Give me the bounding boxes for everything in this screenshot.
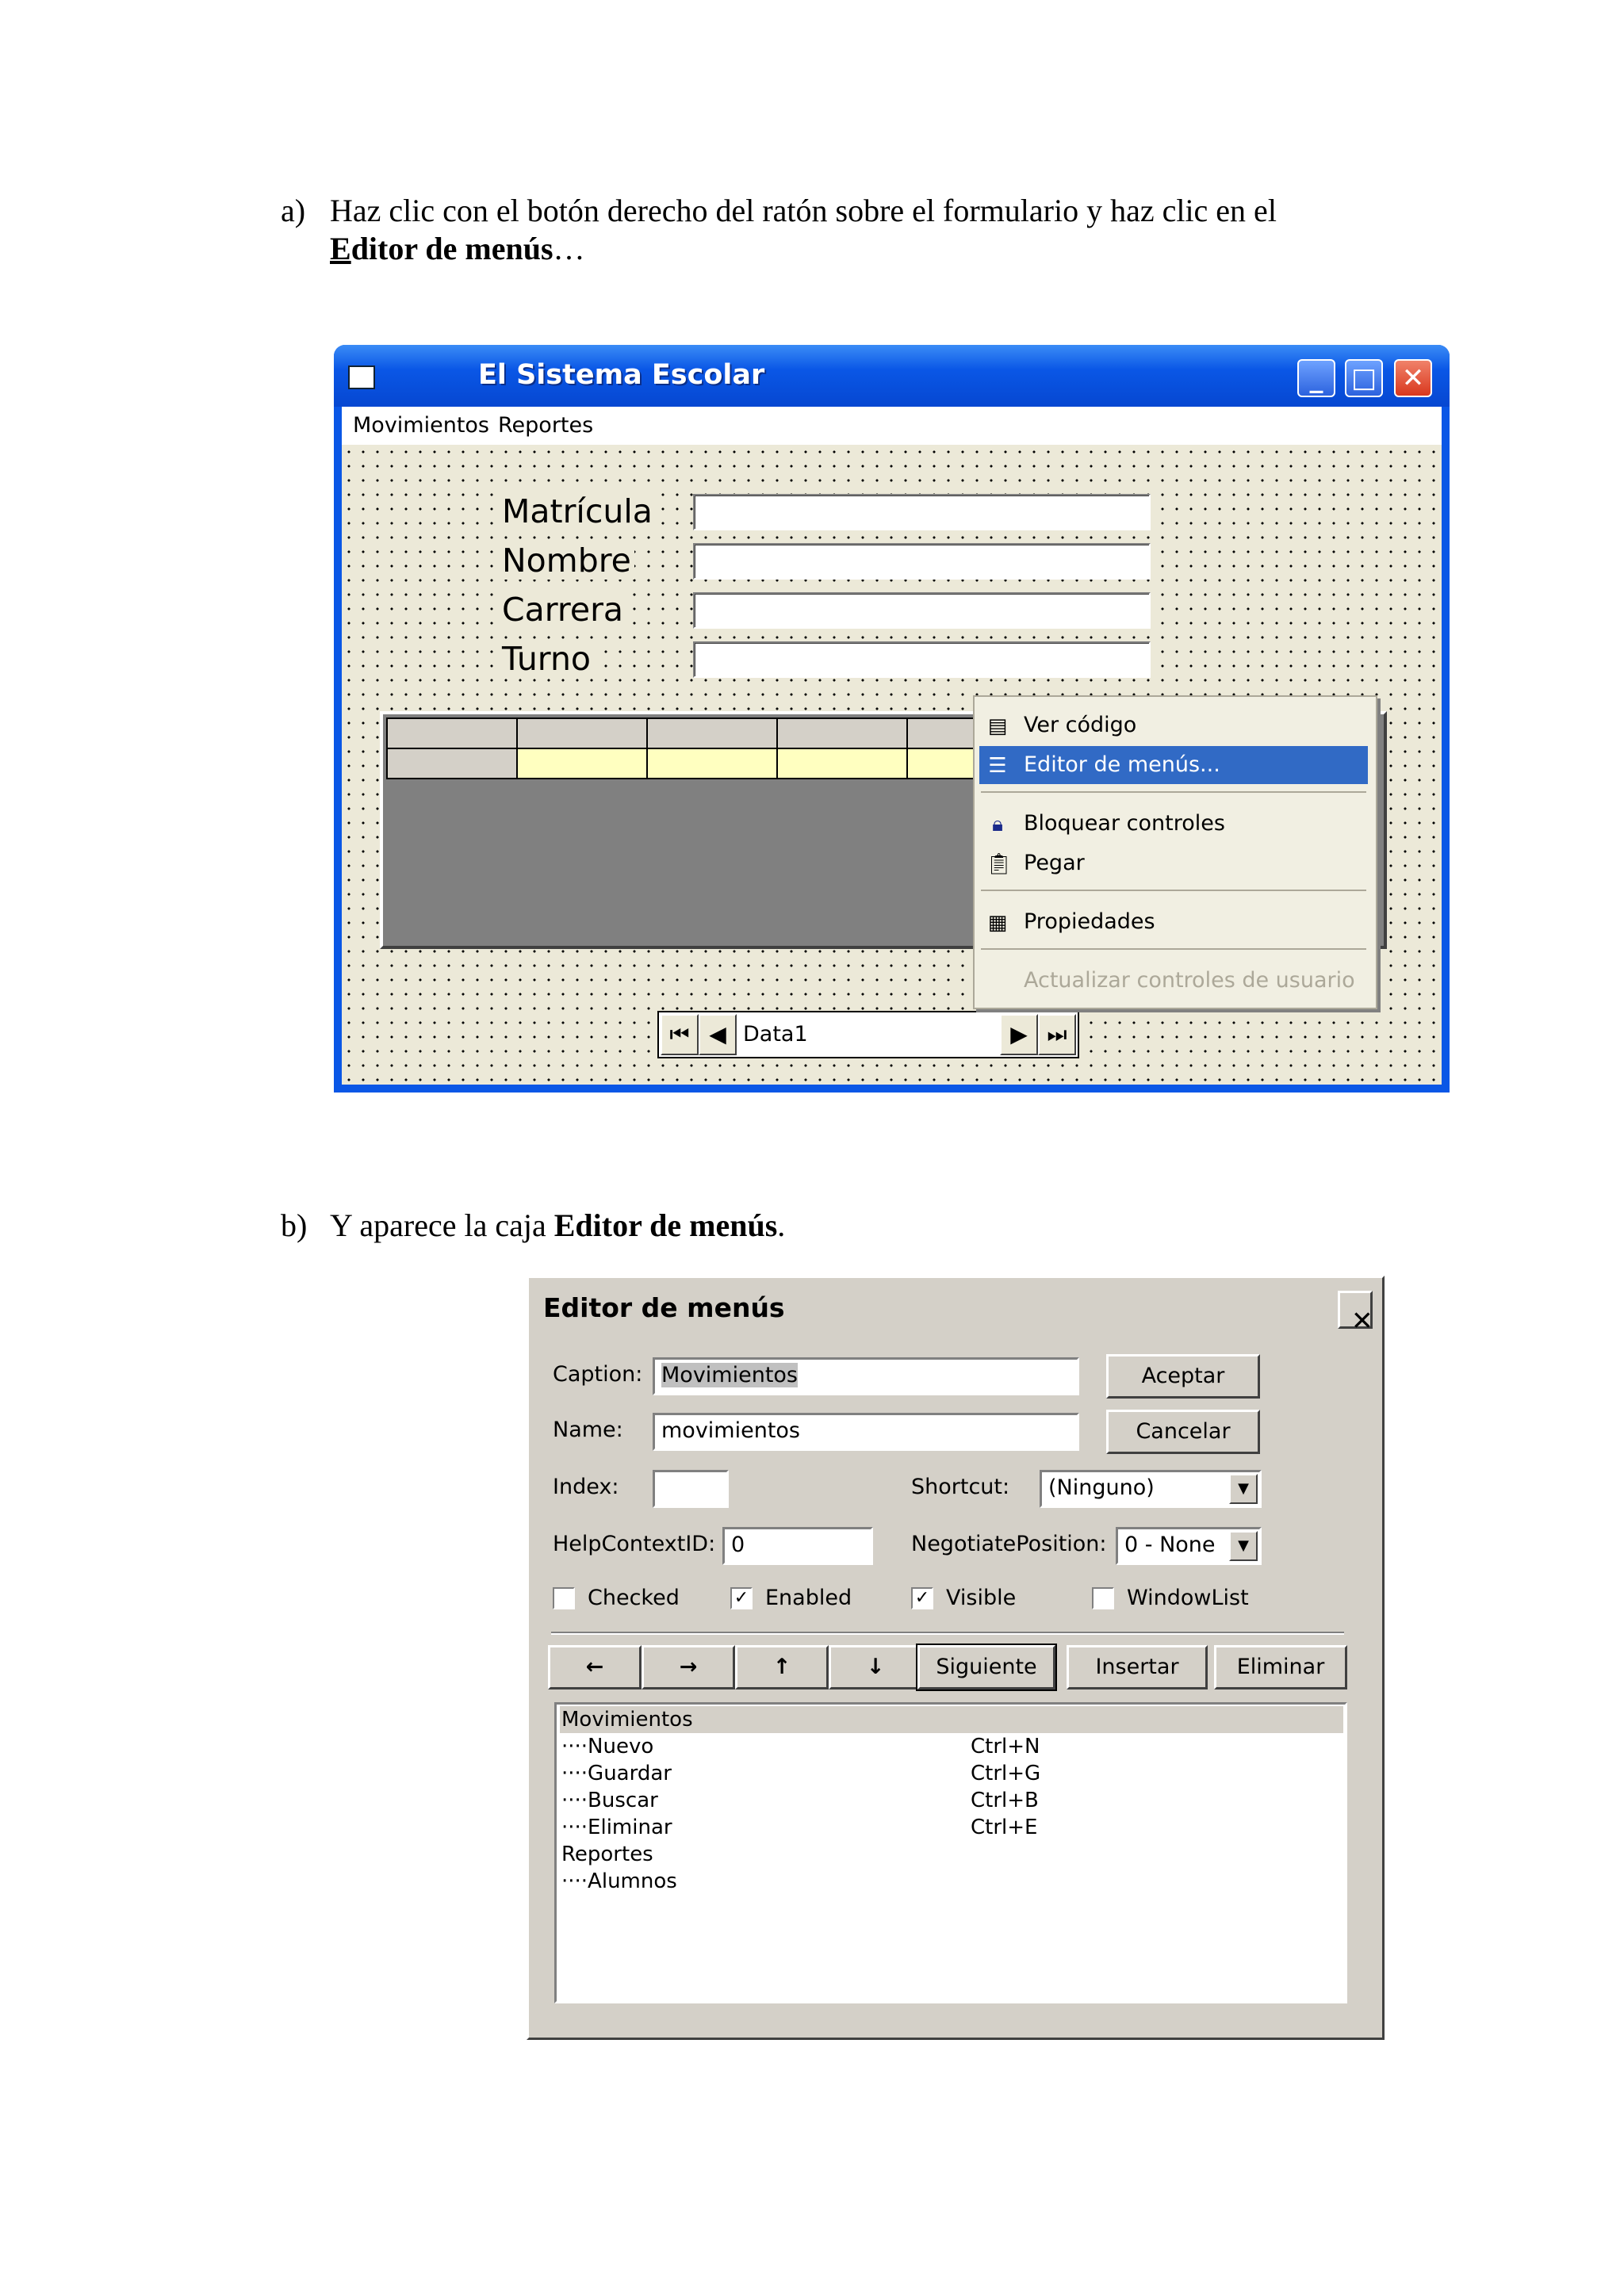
- list-item[interactable]: ····Alumnos: [561, 1869, 677, 1893]
- menu-bar: [342, 407, 1442, 445]
- index-input[interactable]: [653, 1470, 729, 1508]
- windowlist-label: WindowList: [1127, 1586, 1249, 1610]
- ctx-pegar[interactable]: 📋︎ Pegar: [986, 851, 1085, 876]
- shortcut-label: Shortcut:: [911, 1475, 1010, 1499]
- checkmark-icon: ✓: [733, 1588, 749, 1608]
- shortcut-select[interactable]: (Ninguno) ▼: [1040, 1470, 1262, 1508]
- ctx-bloquear-controles[interactable]: 🔒︎ Bloquear controles: [979, 805, 1368, 843]
- cancelar-button[interactable]: Cancelar: [1106, 1410, 1260, 1454]
- step-b-text: Y aparece la caja Editor de menús.: [330, 1207, 786, 1243]
- enabled-checkbox[interactable]: [730, 1587, 753, 1609]
- ctx-editor-de-menus[interactable]: ☰ Editor de menús...: [979, 746, 1368, 784]
- prev-record-icon: ◀: [709, 1021, 726, 1047]
- maximize-button[interactable]: [1345, 359, 1383, 397]
- dialog-title-bar[interactable]: [532, 1281, 1379, 1335]
- dialog-close-button[interactable]: [1338, 1291, 1373, 1336]
- list-item[interactable]: Reportes: [561, 1843, 653, 1866]
- arrow-left-icon: ←: [585, 1655, 604, 1679]
- window-title: El Sistema Escolar: [478, 359, 765, 391]
- menu-items-list[interactable]: [554, 1702, 1347, 2003]
- carrera-textbox[interactable]: [693, 592, 1151, 629]
- next-record-icon: ▶: [1010, 1021, 1028, 1047]
- grid-header-cell: [386, 718, 518, 749]
- last-record-icon: ⏭: [1047, 1021, 1067, 1047]
- step-a-label: a): [281, 193, 306, 228]
- separator: [981, 791, 1366, 793]
- windowlist-checkbox[interactable]: [1092, 1587, 1114, 1609]
- name-input[interactable]: movimientos: [653, 1413, 1079, 1451]
- grid-cell[interactable]: [776, 748, 908, 779]
- list-item[interactable]: ····Nuevo Ctrl+N: [561, 1735, 1040, 1758]
- step-a-text: Haz clic con el botón derecho del ratón sobre el formulario y haz clic en el Editor de menús…: [330, 193, 1277, 266]
- first-record-icon: ⏮: [669, 1021, 690, 1047]
- last-record-button[interactable]: [1038, 1014, 1076, 1055]
- checked-label: Checked: [588, 1586, 680, 1610]
- matricula-textbox[interactable]: [693, 494, 1151, 530]
- close-button[interactable]: [1394, 359, 1432, 397]
- data-control-caption: Data1: [743, 1022, 808, 1047]
- paste-icon: 📋︎: [986, 852, 1013, 876]
- minimize-icon: _: [1309, 362, 1323, 394]
- caption-label: Caption:: [553, 1362, 643, 1387]
- nombre-textbox[interactable]: [693, 543, 1151, 580]
- menu-editor-dialog: [527, 1276, 1385, 2040]
- context-menu: [973, 695, 1377, 1009]
- aceptar-button[interactable]: Aceptar: [1106, 1354, 1260, 1399]
- eliminar-button[interactable]: Eliminar: [1214, 1645, 1347, 1689]
- menu-movimientos[interactable]: Movimientos: [353, 413, 489, 438]
- arrow-right-icon: →: [679, 1655, 698, 1679]
- negotiate-label: NegotiatePosition:: [911, 1532, 1107, 1556]
- lock-icon: 🔒︎: [992, 813, 1003, 836]
- grid-header-cell: [646, 718, 778, 749]
- negotiate-select[interactable]: 0 - None ▼: [1116, 1527, 1262, 1565]
- separator: [981, 890, 1366, 891]
- menu-reportes[interactable]: Reportes: [498, 413, 594, 438]
- next-record-button[interactable]: [1000, 1014, 1038, 1055]
- grid-row-selector: [386, 748, 518, 779]
- move-down-button[interactable]: [829, 1645, 922, 1689]
- step-b-label: b): [281, 1207, 308, 1243]
- chevron-down-icon[interactable]: ▼: [1229, 1531, 1258, 1561]
- siguiente-button[interactable]: Siguiente: [917, 1645, 1055, 1689]
- code-icon: ▤: [987, 714, 1008, 738]
- helpcontext-label: HelpContextID:: [553, 1532, 716, 1556]
- move-right-button[interactable]: [642, 1645, 735, 1689]
- properties-icon: ▦: [987, 911, 1008, 935]
- grid-cell[interactable]: [646, 748, 778, 779]
- list-item[interactable]: ····Buscar Ctrl+B: [561, 1789, 1039, 1812]
- close-icon: ✕: [1351, 1305, 1373, 1336]
- list-item[interactable]: ····Eliminar Ctrl+E: [561, 1816, 1038, 1839]
- turno-textbox[interactable]: [693, 641, 1151, 678]
- checkmark-icon: ✓: [914, 1588, 930, 1608]
- grid-header-cell: [776, 718, 908, 749]
- label-matricula: Matrícula: [499, 492, 656, 530]
- enabled-label: Enabled: [765, 1586, 852, 1610]
- label-nombre: Nombre: [499, 541, 634, 580]
- prev-record-button[interactable]: [699, 1014, 737, 1055]
- dialog-title: Editor de menús: [543, 1292, 785, 1323]
- insertar-button[interactable]: Insertar: [1067, 1645, 1208, 1689]
- maximize-icon: □: [1350, 362, 1377, 394]
- label-carrera: Carrera: [499, 591, 626, 629]
- ctx-propiedades[interactable]: ▦ Propiedades: [979, 903, 1368, 941]
- ctx-actualizar-controles: Actualizar controles de usuario: [1024, 968, 1355, 993]
- move-up-button[interactable]: [735, 1645, 829, 1689]
- list-item[interactable]: Movimientos: [560, 1706, 1343, 1733]
- close-icon: ✕: [1401, 362, 1425, 394]
- arrow-up-icon: ↑: [772, 1655, 791, 1679]
- label-turno: Turno: [499, 640, 594, 678]
- chevron-down-icon[interactable]: ▼: [1229, 1474, 1258, 1504]
- grid-cell[interactable]: [516, 748, 648, 779]
- move-left-button[interactable]: [548, 1645, 642, 1689]
- form-icon: [348, 365, 375, 389]
- name-label: Name:: [553, 1418, 623, 1442]
- checked-checkbox[interactable]: [553, 1587, 575, 1609]
- ctx-ver-codigo[interactable]: ▤ Ver código: [979, 706, 1368, 744]
- visible-label: Visible: [946, 1586, 1017, 1610]
- caption-input[interactable]: Movimientos: [653, 1357, 1079, 1395]
- first-record-button[interactable]: [661, 1014, 699, 1055]
- title-bar[interactable]: [334, 345, 1450, 407]
- minimize-button[interactable]: [1297, 359, 1335, 397]
- helpcontext-input[interactable]: 0: [722, 1527, 873, 1565]
- grid-header-cell: [516, 718, 648, 749]
- separator: [981, 948, 1366, 950]
- list-item[interactable]: ····Guardar Ctrl+G: [561, 1762, 1041, 1785]
- data-control: [657, 1011, 1079, 1058]
- visible-checkbox[interactable]: [911, 1587, 933, 1609]
- divider: [551, 1632, 1344, 1635]
- index-label: Index:: [553, 1475, 619, 1499]
- arrow-down-icon: ↓: [866, 1655, 885, 1679]
- menu-editor-icon: ☰: [988, 754, 1007, 778]
